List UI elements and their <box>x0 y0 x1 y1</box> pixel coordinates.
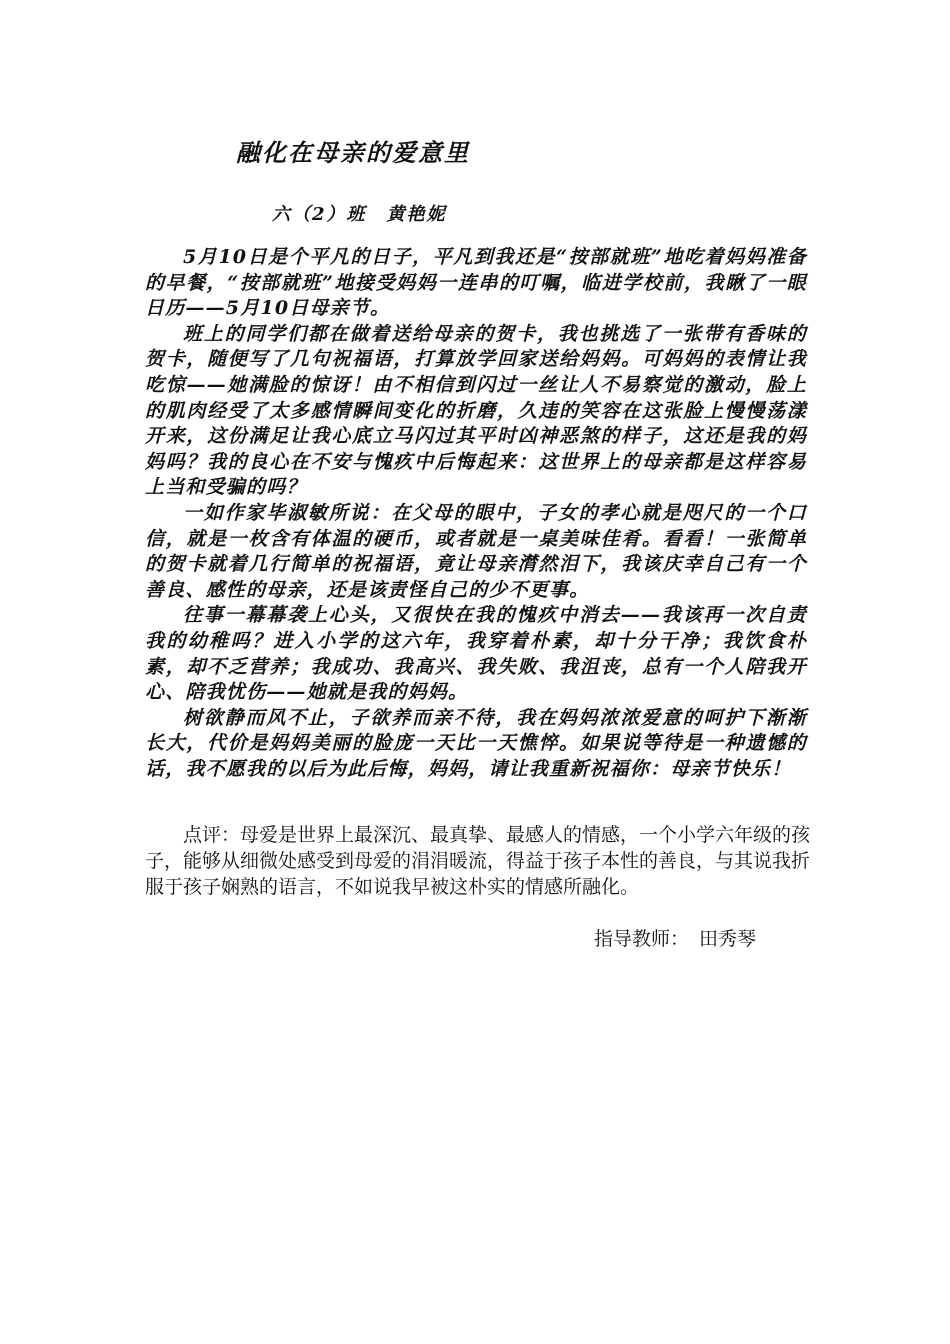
paragraph: 班上的同学们都在做着送给母亲的贺卡，我也挑选了一张带有香味的贺卡，随便写了几句祝福语，打算放学回家送给妈妈。可妈妈的表情让我吃惊——她满脸的惊讶！由不相信到闪过一丝让人不易察觉的激动，脸上的肌肉经受了太多感情瞬间变化的折磨，久违的笑容在这张脸上慢慢荡漾开来，这份满足让我心底立马闪过其平时凶神恶煞的样子，这还是我的妈妈吗？我的良心在不安与愧疚中后悔起来：这世界上的母亲都是这样容易上当和受骗的吗？ <box>145 322 807 499</box>
paragraph: 5月10日是个平凡的日子，平凡到我还是“按部就班”地吃着妈妈准备的早餐，“按部就班”地接受妈妈一连串的叮嘱，临进学校前，我瞅了一眼日历——5月10日母亲节。 <box>145 246 807 320</box>
paragraph: 一如作家毕淑敏所说：在父母的眼中，子女的孝心就是咫尺的一个口信，就是一枚含有体温的硬币，或者就是一桌美味佳肴。看看！一张简单的贺卡就着几行简单的祝福语，竟让母亲潸然泪下，我该庆幸自己有一个善良、感性的母亲，还是该责怪自己的少不更事。 <box>145 501 807 601</box>
author-byline: 六（2）班 黄艳妮 <box>272 204 447 225</box>
paragraph: 往事一幕幕袭上心头，又很快在我的愧疚中消去——我该再一次自责我的幼稚吗？进入小学的这六年，我穿着朴素，却十分干净；我饮食朴素，却不乏营养；我成功、我高兴、我失败、我沮丧，总有一个人陪我开心、陪我忧伤——她就是我的妈妈。 <box>145 604 807 704</box>
comment-text: 点评：母爱是世界上最深沉、最真挚、最感人的情感，一个小学六年级的孩子，能够从细微处感受到母爱的涓涓暖流，得益于孩子本性的善良，与其说我折服于孩子娴熟的语言，不如说我早被这朴实的情感所融化。 <box>145 824 811 898</box>
instructor-signature <box>594 924 756 951</box>
instructor-name: 田秀琴 <box>699 928 757 950</box>
teacher-comment <box>145 822 810 900</box>
article-title: 融化在母亲的爱意里 <box>236 138 470 167</box>
instructor-label: 指导教师： <box>594 928 690 950</box>
paragraph: 树欲静而风不止，子欲养而亲不待，我在妈妈浓浓爱意的呵护下渐渐长大，代价是妈妈美丽的脸庞一天比一天憔悴。如果说等待是一种遗憾的话，我不愿我的以后为此后悔，妈妈，请让我重新祝福你：母亲节快乐！ <box>145 706 807 780</box>
article-body <box>145 245 807 782</box>
